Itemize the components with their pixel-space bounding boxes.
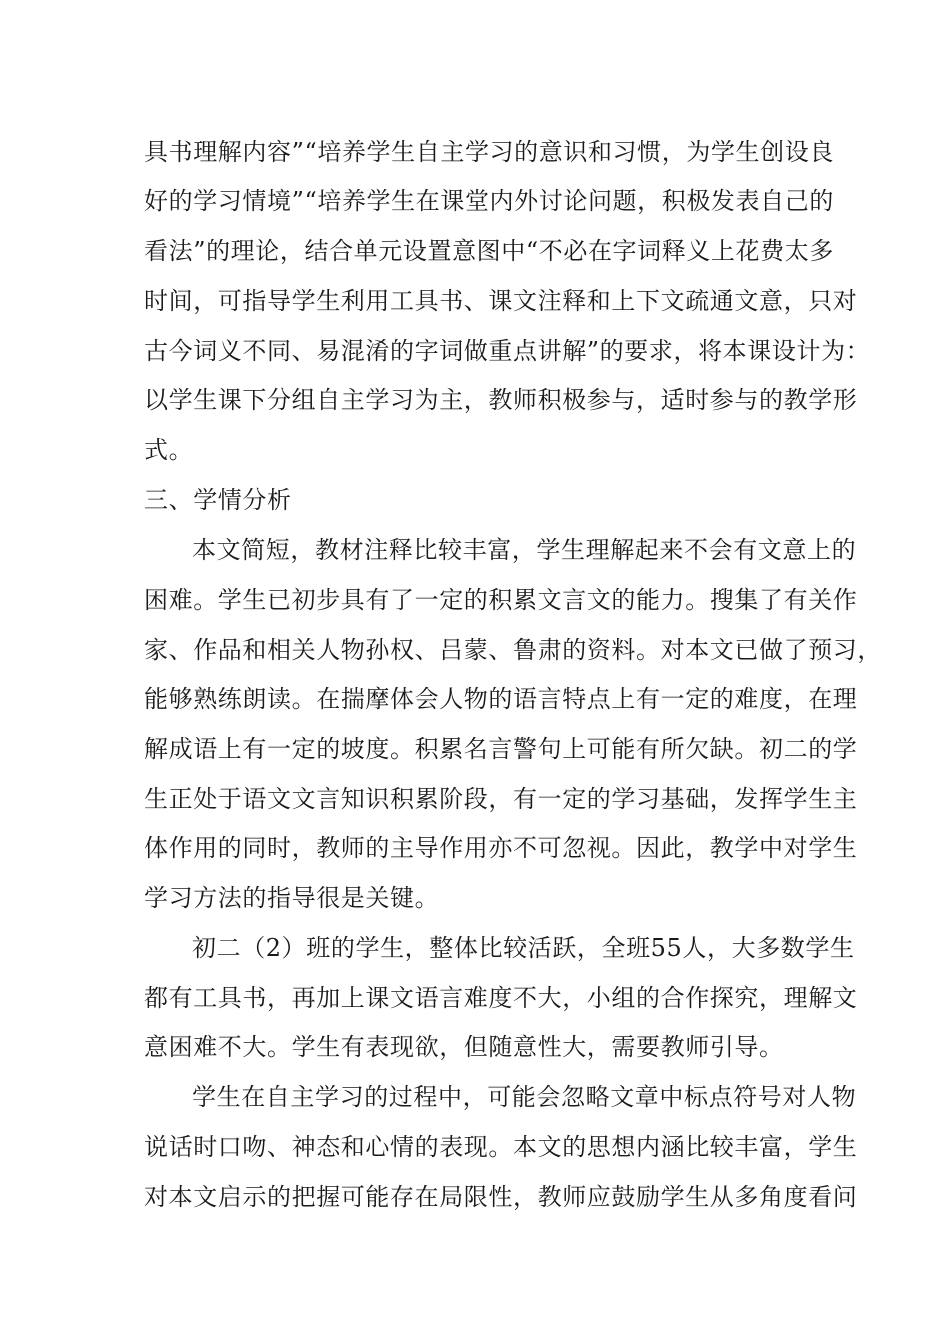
paragraph-line: 生正处于语文文言知识积累阶段，有一定的学习基础，发挥学生主 xyxy=(144,785,858,813)
paragraph-line: 初二（2）班的学生，整体比较活跃，全班55人，大多数学生 xyxy=(192,934,855,962)
paragraph-line: 好的学习情境”“培养学生在课堂内外讨论问题，积极发表自己的 xyxy=(144,187,834,215)
paragraph-line: 具书理解内容”“培养学生自主学习的意识和习惯，为学生创设良 xyxy=(144,138,834,166)
paragraph-line: 看法”的理论，结合单元设置意图中“不必在字词释义上花费太多 xyxy=(144,237,834,265)
paragraph-line: 本文简短，教材注释比较丰富，学生理解起来不会有文意上的 xyxy=(192,536,857,564)
paragraph-line: 解成语上有一定的坡度。积累名言警句上可能有所欠缺。初二的学 xyxy=(144,735,858,763)
paragraph-line: 时间，可指导学生利用工具书、课文注释和上下文疏通文意，只对 xyxy=(144,287,858,315)
paragraph-line: 都有工具书，再加上课文语言难度不大，小组的合作探究，理解文 xyxy=(144,984,858,1012)
paragraph-line: 困难。学生已初步具有了一定的积累文言文的能力。搜集了有关作 xyxy=(144,586,858,614)
paragraph-line: 学习方法的指导很是关键。 xyxy=(144,884,440,912)
paragraph-line: 对本文启示的把握可能存在局限性，教师应鼓励学生从多角度看问 xyxy=(144,1183,858,1211)
paragraph-line: 能够熟练朗读。在揣摩体会人物的语言特点上有一定的难度，在理 xyxy=(144,685,858,713)
paragraph-line: 意困难不大。学生有表现欲，但随意性大，需要教师引导。 xyxy=(144,1033,784,1061)
paragraph-line: 家、作品和相关人物孙权、吕蒙、鲁肃的资料。对本文已做了预习， xyxy=(144,636,882,664)
paragraph-line: 说话时口吻、神态和心情的表现。本文的思想内涵比较丰富，学生 xyxy=(144,1133,858,1161)
paragraph-line: 式。 xyxy=(144,436,194,464)
paragraph-line: 古今词义不同、易混淆的字词做重点讲解”的要求，将本课设计为： xyxy=(144,337,871,365)
section-heading: 三、学情分析 xyxy=(144,486,292,514)
paragraph-line: 体作用的同时，教师的主导作用亦不可忽视。因此，教学中对学生 xyxy=(144,834,858,862)
paragraph-line: 学生在自主学习的过程中，可能会忽略文章中标点符号对人物 xyxy=(192,1083,857,1111)
paragraph-line: 以学生课下分组自主学习为主，教师积极参与，适时参与的教学形 xyxy=(144,386,858,414)
